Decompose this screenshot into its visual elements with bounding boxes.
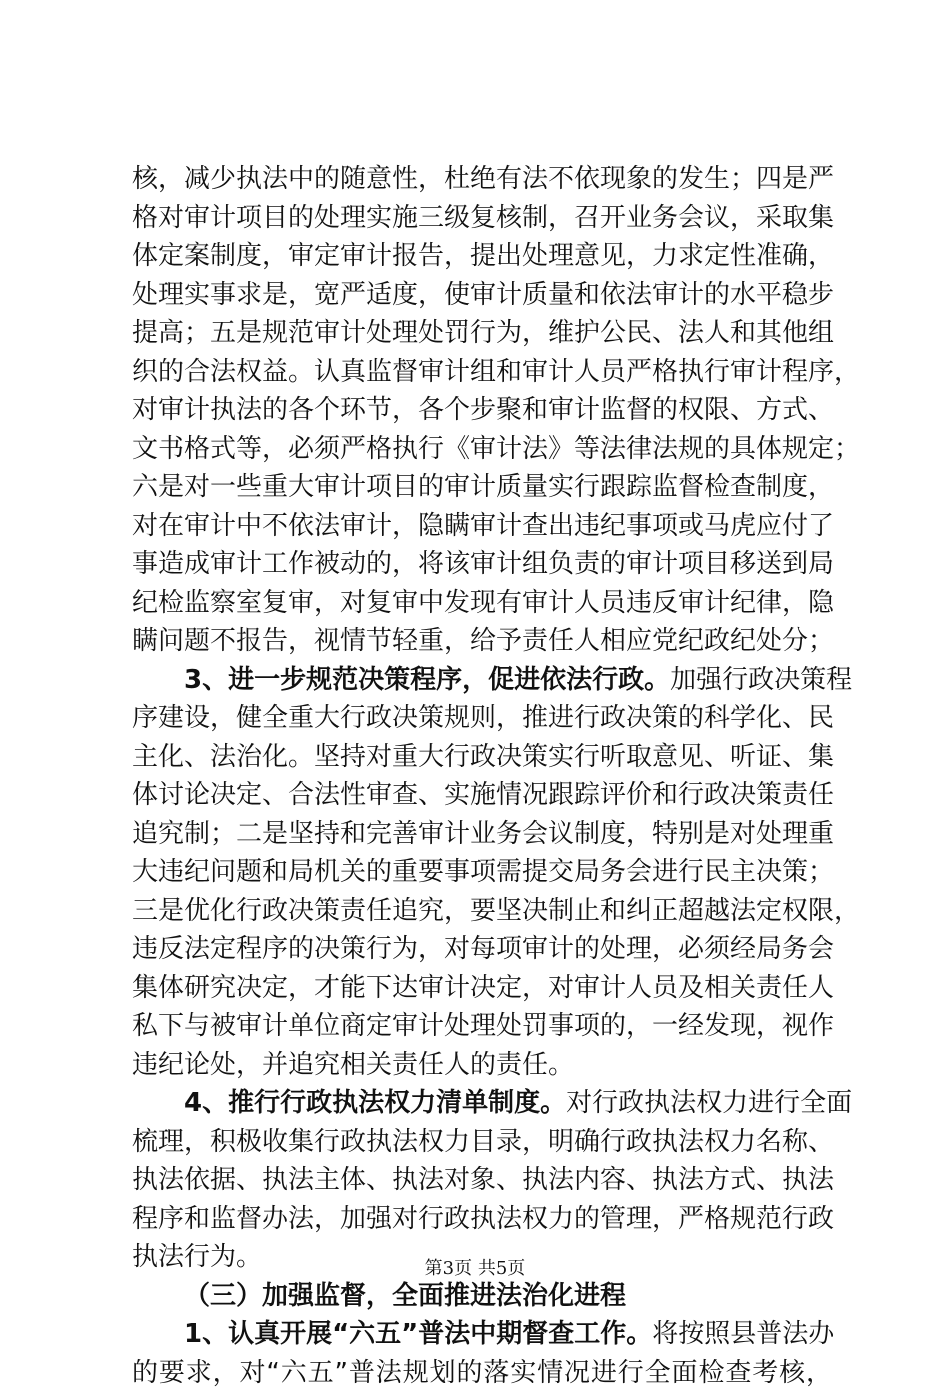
section-heading: （三）加强监督，全面推进法治化进程: [132, 1277, 832, 1316]
text-line: 执法行为。: [132, 1238, 832, 1277]
text-line: 核，减少执法中的随意性，杜绝有法不依现象的发生；四是严: [132, 160, 832, 199]
text-line: 文书格式等，必须严格执行《审计法》等法律法规的具体规定；: [132, 430, 832, 469]
paragraph-4-first-line: [132, 1084, 832, 1123]
paragraph-5-heading: 1、认真开展“六五”普法中期督查工作。: [184, 1319, 652, 1349]
text-line: 体讨论决定、合法性审查、实施情况跟踪评价和行政决策责任: [132, 776, 832, 815]
text-line: 程序和监督办法，加强对行政执法权力的管理，严格规范行政: [132, 1200, 832, 1239]
text-line: 对审计执法的各个环节，各个步聚和审计监督的权限、方式、: [132, 391, 832, 430]
text-line: 追究制；二是坚持和完善审计业务会议制度，特别是对处理重: [132, 815, 832, 854]
text-line: 集体研究决定，才能下达审计决定，对审计人员及相关责任人: [132, 969, 832, 1008]
text-line: 对在审计中不依法审计，隐瞒审计查出违纪事项或马虎应付了: [132, 507, 832, 546]
text-line: 执法依据、执法主体、执法对象、执法内容、执法方式、执法: [132, 1161, 832, 1200]
text-line: 主化、法治化。坚持对重大行政决策实行听取意见、听证、集: [132, 738, 832, 777]
text-line: 大违纪问题和局机关的重要事项需提交局务会进行民主决策；: [132, 853, 832, 892]
paragraph-3-heading: 3、进一步规范决策程序，促进依法行政。: [184, 665, 670, 695]
text-line: 违纪论处，并追究相关责任人的责任。: [132, 1046, 832, 1085]
text-line: 的要求，对“六五”普法规划的落实情况进行全面检查考核，: [132, 1354, 832, 1392]
document-body: [132, 160, 832, 1392]
text-line: 瞒问题不报告，视情节轻重，给予责任人相应党纪政纪处分；: [132, 622, 832, 661]
text-line: 私下与被审计单位商定审计处理处罚事项的，一经发现，视作: [132, 1007, 832, 1046]
text-line: 序建设，健全重大行政决策规则，推进行政决策的科学化、民: [132, 699, 832, 738]
text-line: 处理实事求是，宽严适度，使审计质量和依法审计的水平稳步: [132, 276, 832, 315]
text-line: 体定案制度，审定审计报告，提出处理意见，力求定性准确，: [132, 237, 832, 276]
paragraph-5-text: 将按照县普法办: [652, 1319, 834, 1349]
text-line: 织的合法权益。认真监督审计组和审计人员严格执行审计程序，: [132, 353, 832, 392]
paragraph-3-text: 加强行政决策程: [670, 665, 852, 695]
text-line: 纪检监察室复审，对复审中发现有审计人员违反审计纪律，隐: [132, 584, 832, 623]
text-line: 三是优化行政决策责任追究，要坚决制止和纠正超越法定权限，: [132, 892, 832, 931]
text-line: 六是对一些重大审计项目的审计质量实行跟踪监督检查制度，: [132, 468, 832, 507]
text-line: 梳理，积极收集行政执法权力目录，明确行政执法权力名称、: [132, 1123, 832, 1162]
text-line: 违反法定程序的决策行为，对每项审计的处理，必须经局务会: [132, 930, 832, 969]
text-line: 提高；五是规范审计处理处罚行为，维护公民、法人和其他组: [132, 314, 832, 353]
paragraph-4-heading: 4、推行行政执法权力清单制度。: [184, 1088, 566, 1118]
paragraph-4-text: 对行政执法权力进行全面: [566, 1088, 852, 1118]
text-line: 格对审计项目的处理实施三级复核制，召开业务会议，采取集: [132, 199, 832, 238]
paragraph-5-first-line: [132, 1315, 832, 1354]
page-number-footer: 第3页 共5页: [0, 1254, 950, 1280]
text-line: 事造成审计工作被动的，将该审计组负责的审计项目移送到局: [132, 545, 832, 584]
paragraph-3-first-line: [132, 661, 832, 700]
